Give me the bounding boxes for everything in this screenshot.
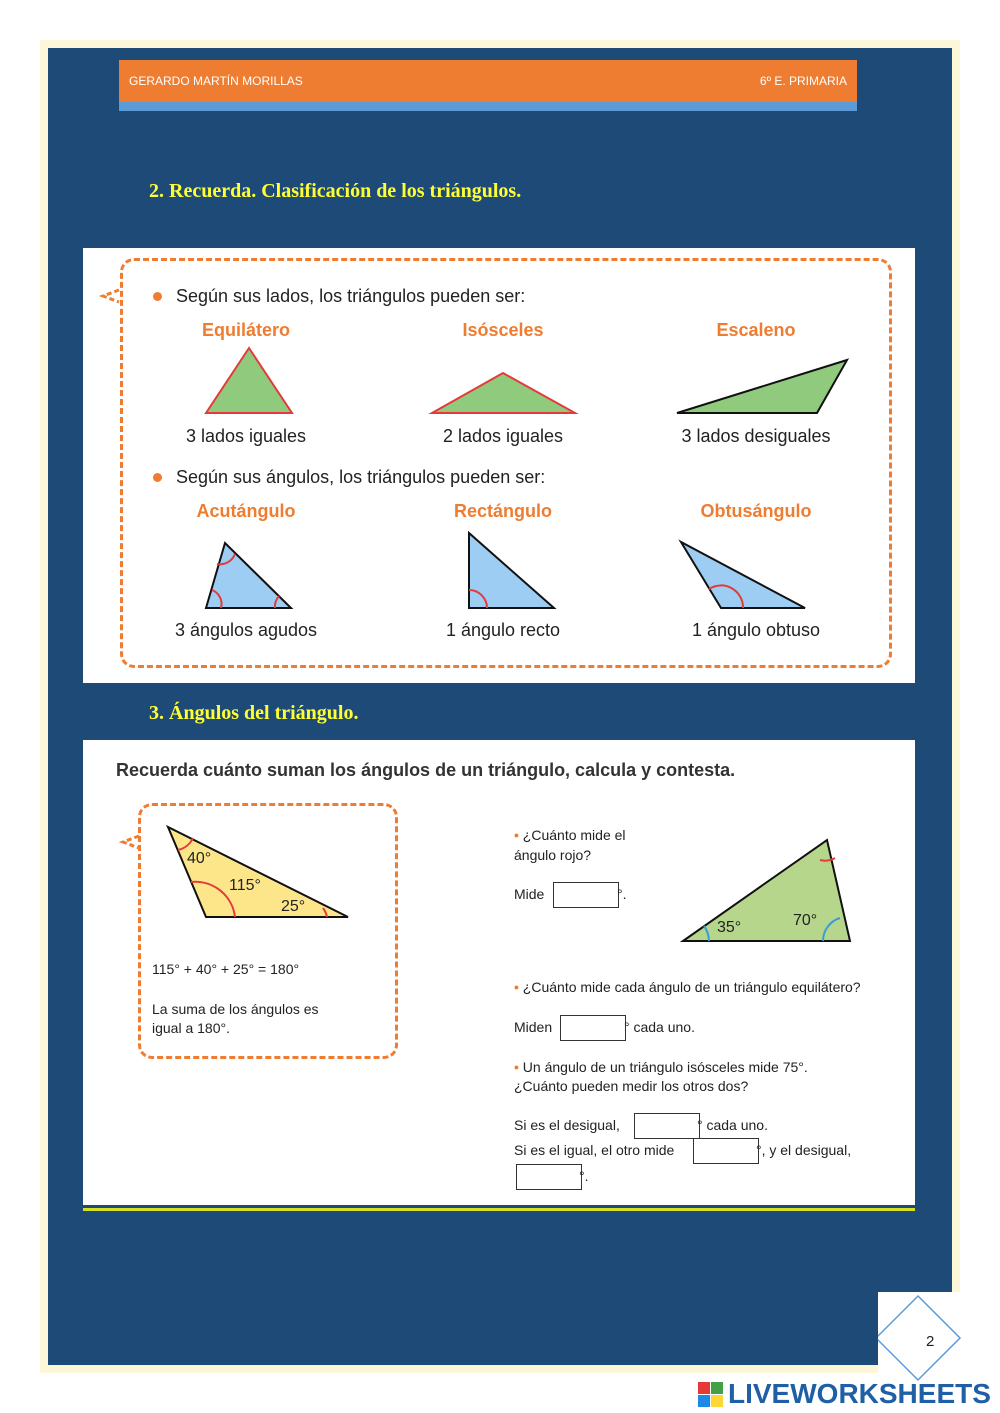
by-sides-intro: Según sus lados, los triángulos pueden ser:: [176, 286, 526, 306]
example-triangle: [168, 827, 348, 917]
q1-line2: ángulo rojo?: [514, 847, 592, 863]
obtusangulo-desc: 1 ángulo obtuso: [691, 620, 821, 640]
q3-a1-suffix: ° cada uno.: [697, 1117, 768, 1133]
author-name: GERARDO MARTÍN MORILLAS: [129, 74, 303, 88]
q1-answer-prefix: Mide: [514, 886, 545, 902]
example-sum: 115° + 40° + 25° = 180°: [152, 961, 300, 977]
bullet-icon: [153, 473, 162, 482]
q3-a2-prefix: Si es el igual, el otro mide: [514, 1142, 675, 1158]
isosceles-label: Isósceles: [462, 320, 544, 340]
brand-text: LIVEWORKSHEETS: [728, 1378, 991, 1409]
diamond-icon: [878, 1292, 1000, 1382]
q3-a2-suffix: °, y el desigual,: [756, 1142, 852, 1158]
q3-a3-input[interactable]: [516, 1164, 582, 1190]
acutangulo-desc: 3 ángulos agudos: [174, 620, 318, 640]
question-triangle: [683, 840, 850, 941]
isosceles-triangle: [432, 373, 575, 413]
section-2-title: 2. Recuerda. Clasificación de los triángulos.: [149, 180, 522, 202]
equilatero-label: Equilátero: [201, 320, 290, 340]
angle-label: 35°: [717, 919, 742, 936]
classification-panel: [83, 248, 915, 683]
page-number-box: [878, 1292, 1000, 1382]
angle-label: 115°: [229, 877, 261, 894]
rectangulo-label: Rectángulo: [453, 501, 552, 521]
q1-answer-suffix: °.: [617, 886, 627, 902]
isosceles-desc: 2 lados iguales: [442, 426, 564, 446]
q3-line2: ¿Cuánto pueden medir los otros dos?: [514, 1078, 749, 1094]
rule-line-2: igual a 180°.: [152, 1020, 230, 1036]
q2-answer-input[interactable]: [560, 1015, 626, 1041]
obtusangulo-label: Obtusángulo: [700, 501, 812, 521]
angle-label: 40°: [187, 850, 212, 867]
q2-answer-suffix: ° cada uno.: [624, 1019, 695, 1035]
q3-a3-suffix: °.: [579, 1168, 589, 1184]
angle-label: 25°: [281, 898, 306, 915]
q3-a1-input[interactable]: [634, 1113, 700, 1139]
equilatero-desc: 3 lados iguales: [185, 426, 307, 446]
grade-label: 6º E. PRIMARIA: [759, 74, 847, 88]
header-stripe: [119, 102, 857, 111]
acutangulo-label: Acutángulo: [196, 501, 296, 521]
page-number: 2: [926, 1333, 935, 1350]
triangle-figures: [83, 248, 915, 683]
right-triangle: [469, 533, 554, 608]
rule-line-1: La suma de los ángulos es: [152, 1001, 319, 1017]
equilateral-triangle: [206, 348, 292, 413]
obtuse-triangle: [681, 542, 805, 608]
q1-line1: ¿Cuánto mide el: [522, 827, 626, 843]
angle-label: 70°: [793, 912, 818, 929]
header-bar: [119, 60, 857, 102]
angles-panel: Recuerda cuánto suman los ángulos de un triángulo, calcula y contesta. 40° 115° 25° 115° + 40° + 25° = 180° La suma de los ángulos es igual a 180°. • ¿Cuánto mide el ángulo rojo? Mide °. 35° 70° • ¿Cuánto mide cada ángulo de un triángulo equilátero? Miden ° cada uno. • Un ángulo de un triángulo isósceles mide 75°. ¿Cuánto pueden medir los otros dos? Si es el desigual, ° cada uno. Si es el igual, el otro mide °, y el desigual, °.: [83, 740, 915, 1205]
q3-line1: Un ángulo de un triángulo isósceles mide 75°.: [522, 1059, 808, 1075]
q2-answer-prefix: Miden: [514, 1019, 553, 1035]
rectangulo-desc: 1 ángulo recto: [445, 620, 561, 640]
q1-answer-input[interactable]: [553, 882, 619, 908]
footer-line: [83, 1208, 915, 1211]
q3-a1-prefix: Si es el desigual,: [514, 1117, 620, 1133]
by-angles-intro: Según sus ángulos, los triángulos pueden ser:: [176, 467, 546, 487]
escaleno-label: Escaleno: [716, 320, 796, 340]
scalene-triangle: [677, 360, 847, 413]
exercise-instruction: Recuerda cuánto suman los ángulos de un triángulo, calcula y contesta.: [116, 760, 736, 780]
section-3-title: 3. Ángulos del triángulo.: [149, 702, 359, 724]
liveworksheets-logo-icon: [698, 1382, 724, 1408]
q3-a2-input[interactable]: [693, 1138, 759, 1164]
q2-text: ¿Cuánto mide cada ángulo de un triángulo equilátero?: [522, 979, 861, 995]
escaleno-desc: 3 lados desiguales: [681, 426, 831, 446]
